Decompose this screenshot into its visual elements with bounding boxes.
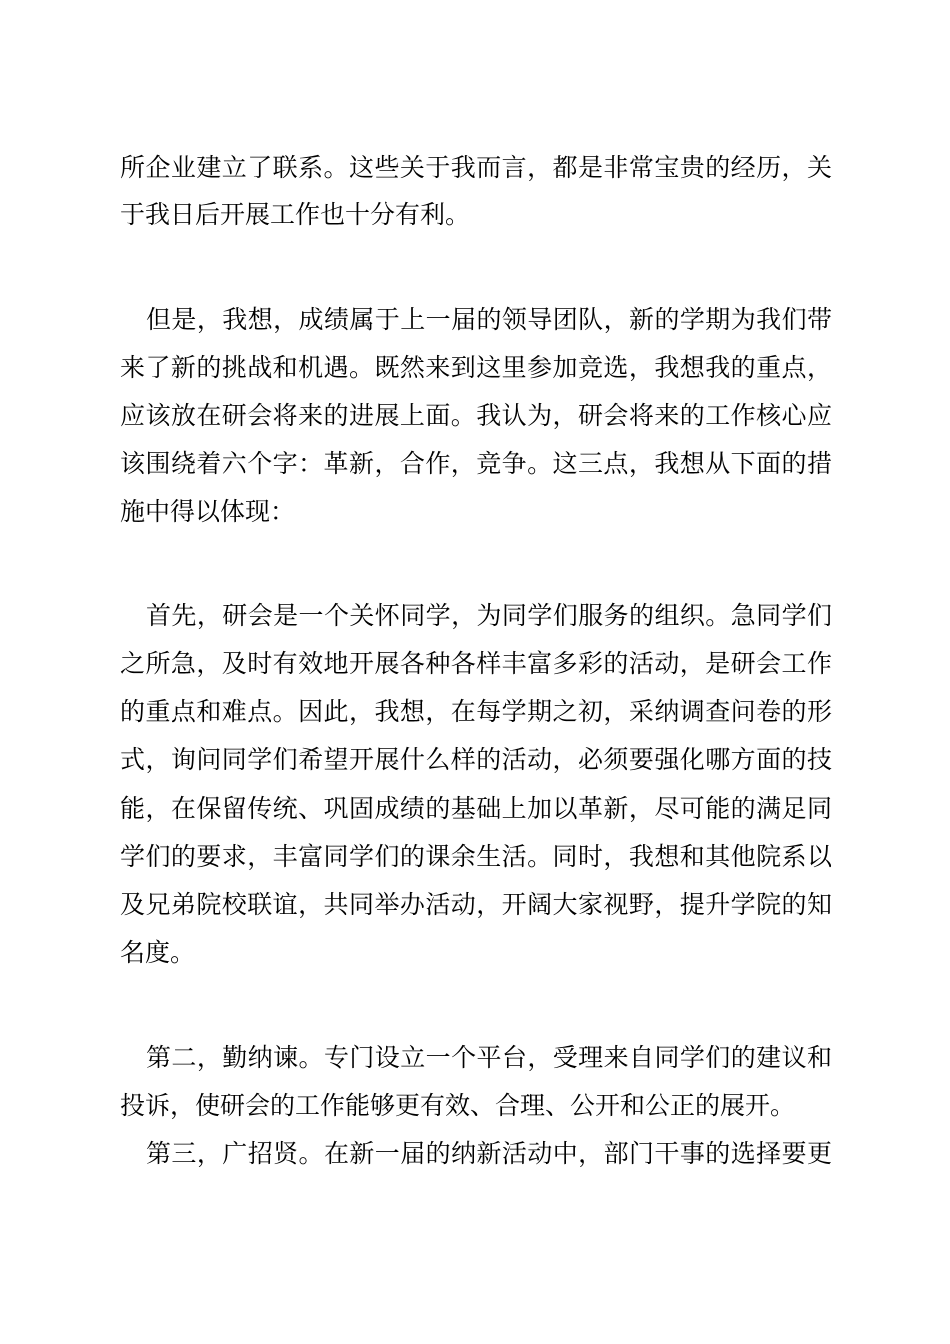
paragraph-3-line-2: 之所急，及时有效地开展各种各样丰富多彩的活动，是研会工作 bbox=[120, 649, 832, 678]
paragraph-3-line-1: 首先，研会是一个关怀同学，为同学们服务的组织。急同学们 bbox=[146, 601, 832, 630]
paragraph-3-line-4: 式，询问同学们希望开展什么样的活动，必须要强化哪方面的技 bbox=[120, 745, 832, 774]
paragraph-1-line-2: 于我日后开展工作也十分有利。 bbox=[120, 200, 471, 229]
paragraph-1-line-1: 所企业建立了联系。这些关于我而言，都是非常宝贵的经历，关 bbox=[120, 153, 832, 182]
paragraph-2-line-4: 该围绕着六个字：革新，合作，竞争。这三点，我想从下面的措 bbox=[120, 449, 832, 478]
paragraph-5-line-1: 第三，广招贤。在新一届的纳新活动中，部门干事的选择要更 bbox=[146, 1139, 832, 1168]
paragraph-2-line-3: 应该放在研会将来的进展上面。我认为，研会将来的工作核心应 bbox=[120, 401, 832, 430]
paragraph-3-line-7: 及兄弟院校联谊，共同举办活动，开阔大家视野，提升学院的知 bbox=[120, 890, 832, 919]
paragraph-3-line-5: 能，在保留传统、巩固成绩的基础上加以革新，尽可能的满足同 bbox=[120, 794, 832, 823]
paragraph-3-line-3: 的重点和难点。因此，我想，在每学期之初，采纳调查问卷的形 bbox=[120, 697, 832, 726]
paragraph-4-line-1: 第二，勤纳谏。专门设立一个平台，受理来自同学们的建议和 bbox=[146, 1043, 832, 1072]
paragraph-3-line-8: 名度。 bbox=[120, 938, 196, 967]
paragraph-2-line-2: 来了新的挑战和机遇。既然来到这里参加竞选，我想我的重点， bbox=[120, 353, 832, 382]
paragraph-3-line-6: 学们的要求，丰富同学们的课余生活。同时，我想和其他院系以 bbox=[120, 842, 832, 871]
paragraph-2-line-5: 施中得以体现： bbox=[120, 497, 296, 526]
paragraph-2-line-1: 但是，我想，成绩属于上一届的领导团队，新的学期为我们带 bbox=[146, 305, 832, 334]
paragraph-4-line-2: 投诉，使研会的工作能够更有效、合理、公开和公正的展开。 bbox=[120, 1091, 796, 1120]
